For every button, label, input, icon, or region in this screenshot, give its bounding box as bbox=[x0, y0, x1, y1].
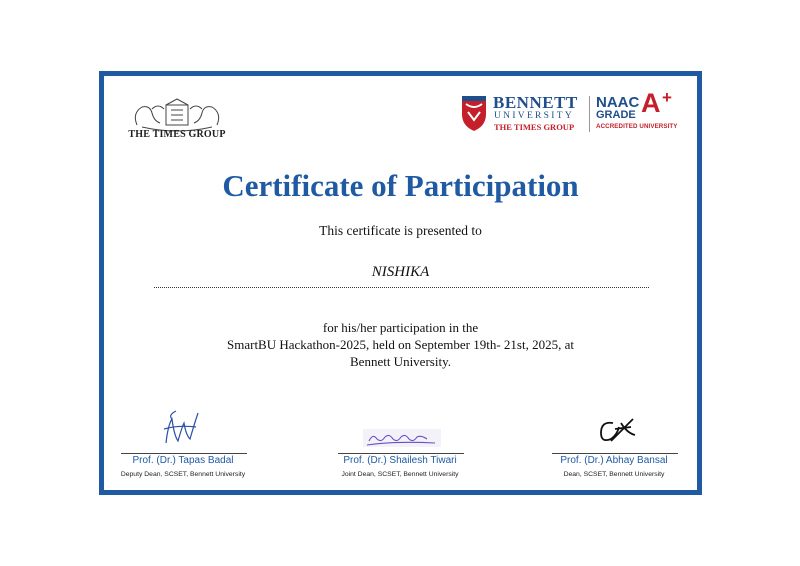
signatory-name: Prof. (Dr.) Tapas Badal bbox=[132, 455, 234, 466]
certificate-frame bbox=[99, 71, 702, 495]
naac-grade-value: A bbox=[641, 88, 661, 118]
signatory-title: Joint Dean, SCSET, Bennett University bbox=[341, 471, 459, 478]
recipient-name: NISHIKA bbox=[371, 264, 430, 280]
logo-divider bbox=[589, 96, 590, 132]
naac-badge bbox=[596, 88, 696, 134]
bennett-logo bbox=[460, 94, 584, 134]
signatory-title: Deputy Dean, SCSET, Bennett University bbox=[120, 471, 246, 478]
signature-line bbox=[121, 453, 247, 454]
signature-block-1 bbox=[103, 405, 263, 495]
naac-accredited-label: ACCREDITED UNIVERSITY bbox=[596, 123, 678, 130]
signatory-title: Dean, SCSET, Bennett University bbox=[563, 471, 665, 478]
body-line-3: Bennett University. bbox=[350, 354, 451, 369]
signature-icon bbox=[138, 405, 228, 449]
signature-block-3 bbox=[534, 405, 694, 495]
naac-label: NAAC bbox=[596, 94, 640, 111]
naac-grade-label: GRADE bbox=[596, 109, 636, 121]
bennett-times-group-label: THE TIMES GROUP bbox=[494, 122, 575, 132]
certificate-title: Certificate of Participation bbox=[222, 168, 579, 203]
times-group-label: THE TIMES GROUP bbox=[128, 129, 226, 140]
signature-block-2 bbox=[320, 405, 480, 495]
signature-icon bbox=[569, 405, 659, 449]
bennett-shield-icon bbox=[460, 94, 488, 132]
signatory-name: Prof. (Dr.) Shailesh Tiwari bbox=[343, 455, 457, 466]
bennett-university-label: UNIVERSITY bbox=[494, 111, 574, 121]
signature-icon bbox=[355, 405, 445, 449]
presented-to-text: This certificate is presented to bbox=[319, 223, 482, 238]
signature-line bbox=[338, 453, 464, 454]
signature-line bbox=[552, 453, 678, 454]
bennett-name: BENNETT bbox=[493, 93, 578, 112]
signatory-name: Prof. (Dr.) Abhay Bansal bbox=[560, 455, 668, 466]
naac-grade-plus: + bbox=[662, 88, 672, 107]
recipient-underline bbox=[154, 287, 649, 288]
certificate-body bbox=[104, 319, 697, 370]
body-line-2: SmartBU Hackathon-2025, held on September 19th- 21st, 2025, at bbox=[227, 337, 574, 352]
body-line-1: for his/her participation in the bbox=[322, 320, 479, 335]
